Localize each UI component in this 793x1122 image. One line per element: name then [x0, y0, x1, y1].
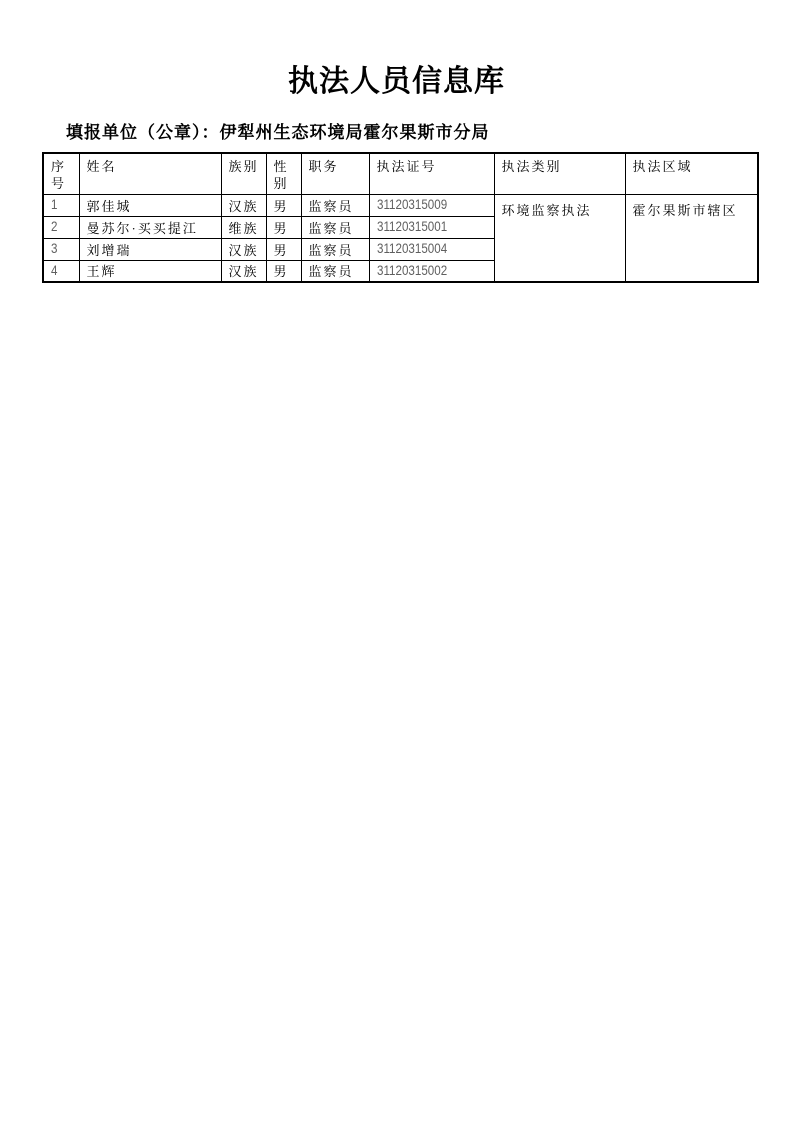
header-cell-category: 执法类别 — [494, 153, 625, 194]
cell-gender: 男 — [266, 260, 301, 282]
cell-index — [43, 216, 79, 238]
cell-name: 曼苏尔·买买提江 — [79, 216, 221, 238]
cell-category-merged: 环境监察执法 — [494, 194, 625, 282]
cell-index — [43, 194, 79, 216]
cert-number: 31120315009 — [376, 197, 447, 212]
cert-number: 31120315002 — [376, 262, 447, 278]
cell-gender: 男 — [266, 216, 301, 238]
cell-region-merged: 霍尔果斯市辖区 — [625, 194, 758, 282]
row-number: 4 — [51, 262, 58, 278]
header-cell-region: 执法区域 — [625, 153, 758, 194]
cell-position: 监察员 — [301, 216, 369, 238]
cell-gender: 男 — [266, 194, 301, 216]
row-number: 3 — [51, 241, 58, 256]
header-cell-position: 职务 — [301, 153, 369, 194]
cell-name: 郭佳城 — [79, 194, 221, 216]
cell-name: 刘增瑞 — [79, 238, 221, 260]
header-cell-ethnicity: 族别 — [221, 153, 266, 194]
cell-index — [43, 238, 79, 260]
cert-number: 31120315001 — [376, 219, 447, 234]
cell-position: 监察员 — [301, 194, 369, 216]
page-title: 执法人员信息库 — [288, 65, 505, 98]
header-cell-gender: 性别 — [266, 153, 301, 194]
cell-index — [43, 260, 79, 282]
personnel-table — [42, 152, 759, 283]
cell-gender: 男 — [266, 238, 301, 260]
header-cell-cert-no: 执法证号 — [369, 153, 494, 194]
header-cell-index: 序号 — [43, 153, 79, 194]
cell-position: 监察员 — [301, 260, 369, 282]
table-row — [43, 194, 758, 216]
cell-ethnicity: 汉族 — [221, 238, 266, 260]
cell-cert-no — [369, 216, 494, 238]
cert-number: 31120315004 — [376, 241, 447, 256]
table-header-row — [43, 153, 758, 194]
cell-cert-no — [369, 194, 494, 216]
cell-ethnicity: 维族 — [221, 216, 266, 238]
cell-position: 监察员 — [301, 238, 369, 260]
row-number: 1 — [51, 197, 58, 212]
cell-ethnicity: 汉族 — [221, 194, 266, 216]
cell-ethnicity: 汉族 — [221, 260, 266, 282]
row-number: 2 — [51, 219, 58, 234]
header-cell-name: 姓名 — [79, 153, 221, 194]
cell-cert-no — [369, 238, 494, 260]
cell-cert-no — [369, 260, 494, 282]
filing-unit-line: 填报单位（公章）：伊犁州生态环境局霍尔果斯市分局 — [66, 123, 490, 142]
cell-name: 王辉 — [79, 260, 221, 282]
